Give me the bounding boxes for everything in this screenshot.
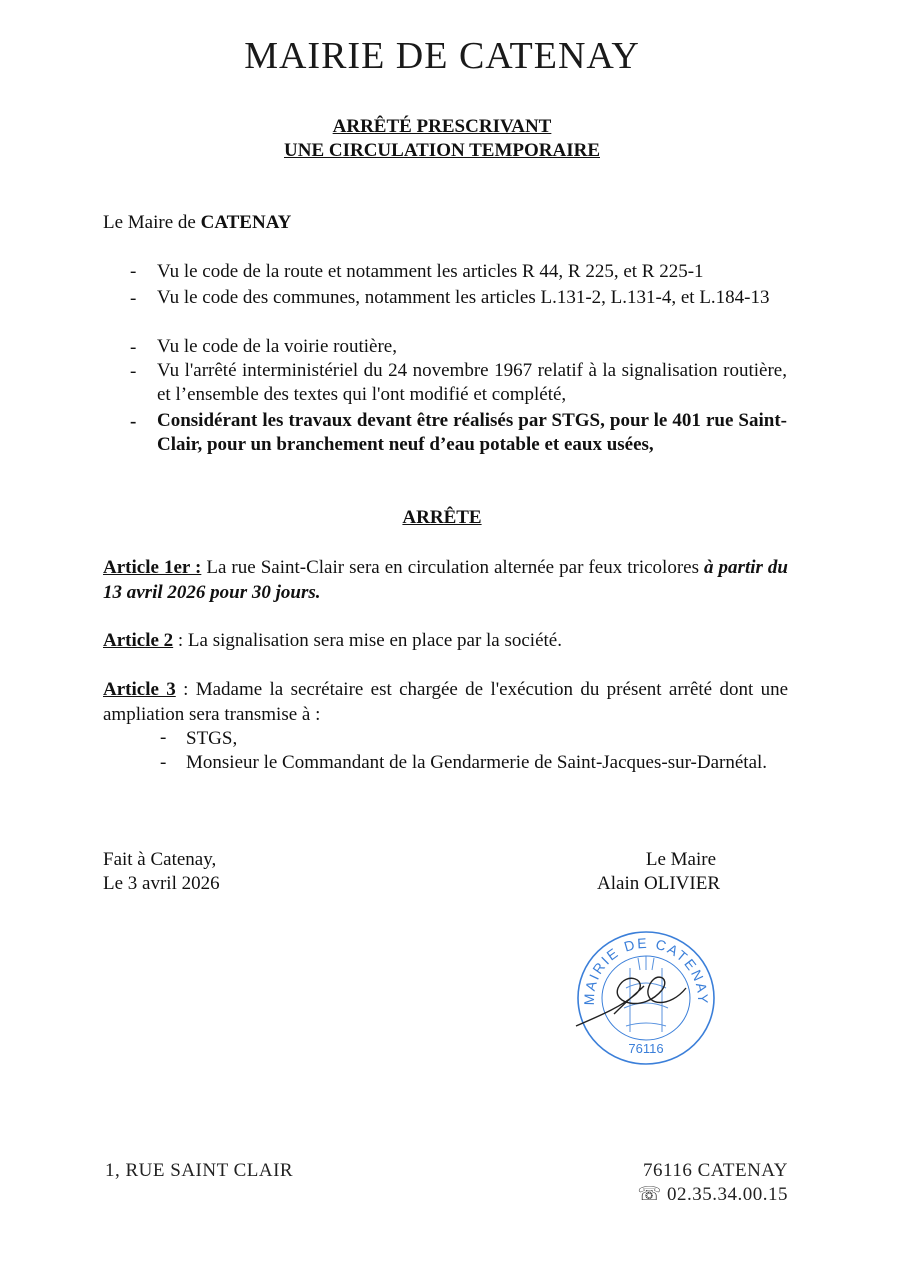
list-item: Vu le code des communes, notamment les articles L.131-2, L.131-4, et L.184-13 [157,287,770,308]
article-label: Article 2 [103,630,174,651]
article-label: Article 3 [103,679,176,700]
list-bullet: - [160,727,167,748]
intro-prefix: Le Maire de [103,212,201,233]
signature-place: Fait à Catenay, [103,849,217,870]
decree-title-line1: ARRÊTÉ PRESCRIVANT [332,116,552,137]
article-3 [103,677,788,727]
list-item: Considérant les travaux devant être réalisés par STGS, pour le 401 rue Saint-Clair, pour un branchement neuf d’eau potable et eaux usées, [157,410,787,455]
footer-city: 76116 CATENAY [643,1160,788,1181]
list-item: Vu l'arrêté interministériel du 24 novembre 1967 relatif à la signalisation routière, et l’ensemble des textes qui l'ont modifié et complété, [157,360,787,405]
list-bullet: - [130,261,137,282]
signature-name: Alain OLIVIER [597,873,720,894]
recipient-item: STGS, [186,728,238,749]
intro-line [103,212,291,234]
footer-address: 1, RUE SAINT CLAIR [105,1160,294,1181]
list-bullet: - [130,411,137,432]
stamp-text: MAIRIE DE CATENAY [580,934,712,1006]
article-text: : La signalisation sera mise en place par la société. [173,630,562,651]
telephone-icon: ☏ [637,1184,667,1205]
footer-phone-line [590,1183,788,1206]
article-text: : Madame la secrétaire est chargée de l'exécution du présent arrêté dont une ampliation sera transmise à : [103,679,789,725]
article-2 [103,628,788,653]
stamp-postcode: 76116 [628,1041,664,1056]
article-label: Article 1er : [103,557,202,578]
list-bullet: - [160,752,167,773]
recipient-item: Monsieur le Commandant de la Gendarmerie de Saint-Jacques-sur-Darnétal. [186,752,768,773]
decision-heading: ARRÊTE [402,507,482,528]
article-emphasis: à partir du 13 avril 2026 pour 30 jours. [103,557,788,603]
list-bullet: - [130,361,137,382]
article-1 [103,555,788,605]
page-title: MAIRIE DE CATENAY [244,35,640,77]
mairie-stamp [574,928,718,1068]
signature-date: Le 3 avril 2026 [103,873,220,894]
stamp-emblem [624,956,668,1032]
signature-role: Le Maire [645,849,716,870]
commune-name: CATENAY [200,212,292,233]
list-item: Vu le code de la route et notamment les articles R 44, R 225, et R 225-1 [157,261,704,282]
list-bullet: - [130,288,137,309]
list-item: Vu le code de la voirie routière, [157,336,397,357]
decree-title-line2: UNE CIRCULATION TEMPORAIRE [284,140,600,161]
footer-phone: 02.35.34.00.15 [667,1184,788,1205]
list-bullet: - [130,337,137,358]
article-text: La rue Saint-Clair sera en circulation alternée par feux tricolores [201,557,705,578]
